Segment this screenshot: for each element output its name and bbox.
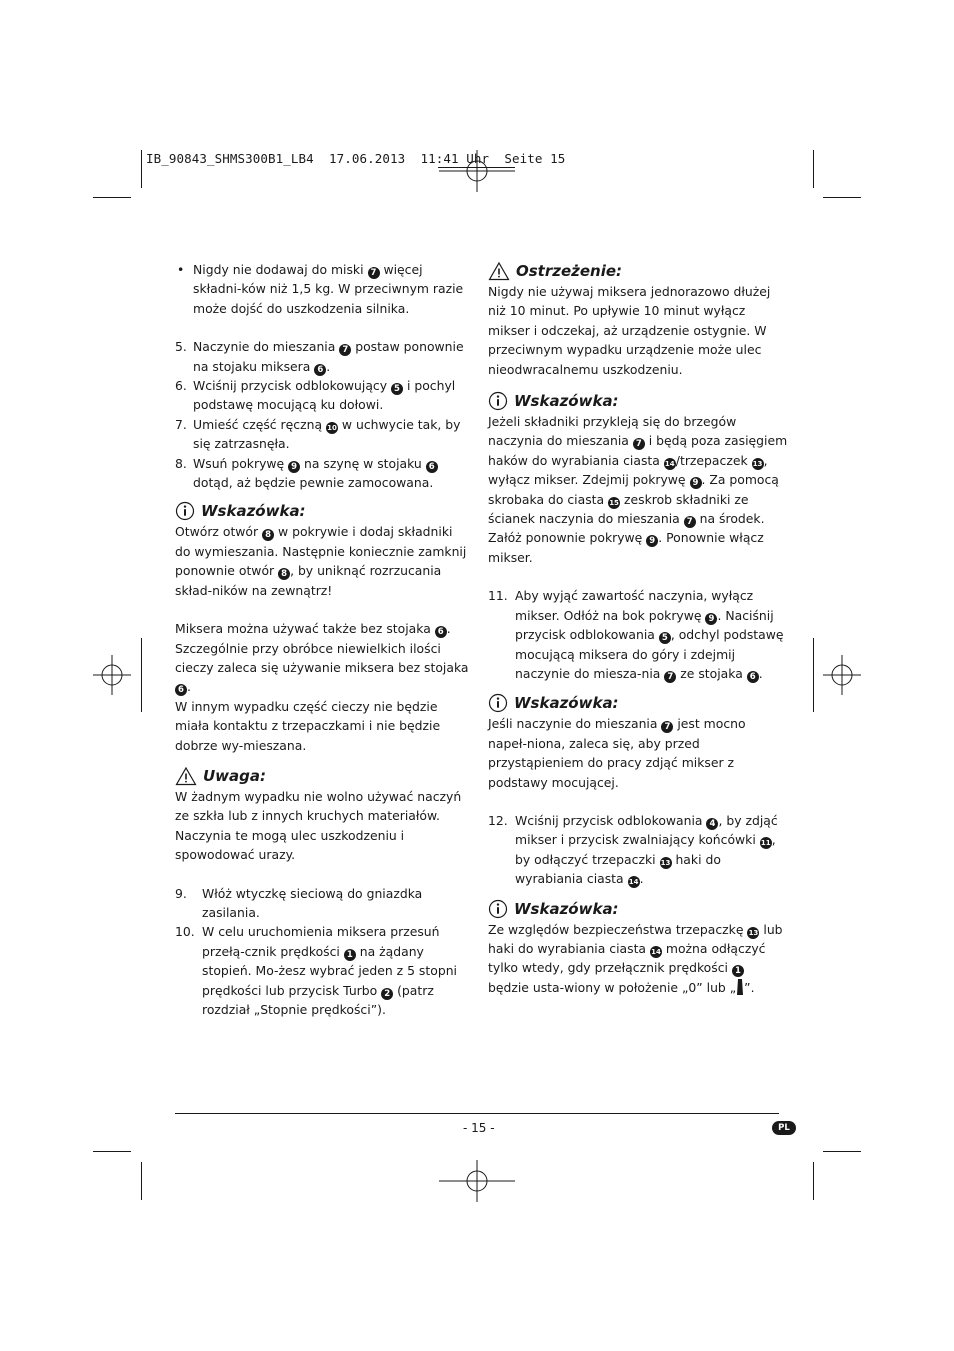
crop-mark xyxy=(823,1151,861,1152)
note-heading: Wskazówka: xyxy=(488,692,788,714)
list-item: 9. Włóż wtyczkę sieciową do gniazdka zasilania. xyxy=(175,885,423,920)
caution-text: W żadnym wypadku nie wolno używać naczyń ze szkła lub z innych kruchych materiałów. Naczynia te mogą ulec uszkodzeniu i spowodować urazy. xyxy=(175,788,462,863)
paragraph: Miksera można używać także bez stojaka 6 . Szczególnie przy obróbce niewielkich ilości cieczy zaleca się używanie miksera bez stojaka 6 . xyxy=(175,621,469,696)
footer-rule xyxy=(175,1113,779,1114)
ref-badge: 1 xyxy=(732,965,744,977)
note-text: Załóż ponownie pokrywę 9 . Ponownie włącz mikser. xyxy=(488,530,764,565)
print-slug: IB_90843_SHMS300B1_LB4 17.06.2013 11:41 Uhr Seite 15 xyxy=(146,151,566,166)
ref-badge: 8 xyxy=(278,568,290,580)
note-text: Jeśli naczynie do mieszania 7 jest mocno napeł-niona, zaleca się, aby przed przystąpieniem do pracy zdjąć mikser z podstawy mocującej. xyxy=(488,716,746,790)
ref-badge: 5 xyxy=(391,383,403,395)
ref-badge: 4 xyxy=(706,818,718,830)
info-icon xyxy=(488,693,508,713)
list-item: 8. Wsuń pokrywę 9 na szynę w stojaku 6 dotąd, aż będzie pewnie zamocowana. xyxy=(175,454,470,493)
ref-badge: 6 xyxy=(175,684,187,696)
ref-badge: 7 xyxy=(661,721,673,733)
ref-badge: 7 xyxy=(684,516,696,528)
warning-triangle-icon xyxy=(488,261,510,281)
ref-badge: 2 xyxy=(381,988,393,1000)
ref-badge: 13 xyxy=(748,928,759,937)
list-item: 6. Wciśnij przycisk odblokowujący 5 i pochyl podstawę mocującą ku dołowi. xyxy=(175,378,456,413)
paragraph: W innym wypadku część cieczy nie będzie miała kontaktu z trzepaczkami i nie będzie dobrze wy-mieszana. xyxy=(175,698,441,753)
ref-badge: 1 xyxy=(344,949,356,961)
ref-badge: 15 xyxy=(609,498,619,507)
list-item: 7. Umieść część ręczną 10 w uchwycie tak, by się zatrzasnęła. xyxy=(175,416,461,452)
ref-badge: 13 xyxy=(660,858,671,867)
note-text: Otwórz otwór 8 w pokrywie i dodaj składniki do wymieszania. Następnie koniecznie zamknij ponownie otwór 8 , by uniknąć rozrzucania skład-ników na zewnątrz! xyxy=(175,524,467,598)
warning-triangle-icon xyxy=(175,766,197,786)
info-icon xyxy=(488,391,508,411)
note-heading: Wskazówka: xyxy=(488,898,788,920)
ref-badge: 13 xyxy=(752,459,763,468)
list-item: 11. Aby wyjąć zawartość naczynia, wyłącz mikser. Odłóż na bok pokrywę 9 . Naciśnij przycisk odblokowania 5 , odchyl podstawę mocującą miksera do góry i zdejmij naczynie do miesza-nia 7 ze stojaka 6 . xyxy=(488,588,784,682)
ref-badge: 9 xyxy=(646,535,658,547)
ref-badge: 14 xyxy=(664,459,675,468)
list-item: • Nigdy nie dodawaj do miski 7 więcej składni-ków niż 1,5 kg. W przeciwnym razie może dojść do uszkodzenia silnika. xyxy=(177,262,464,316)
crop-mark xyxy=(813,150,814,188)
ref-badge: 9 xyxy=(705,613,717,625)
slug-underline xyxy=(438,167,515,168)
warning-heading: Ostrzeżenie: xyxy=(488,260,788,282)
ref-badge: 14 xyxy=(651,947,661,956)
info-icon xyxy=(175,501,195,521)
ref-badge: 7 xyxy=(664,671,676,683)
ref-badge: 6 xyxy=(426,461,438,473)
list-item: 5. Naczynie do mieszania 7 postaw ponownie na stojaku miksera 6 . xyxy=(175,339,464,375)
ref-badge: 7 xyxy=(368,267,380,279)
crop-mark xyxy=(141,1162,142,1200)
crop-mark xyxy=(93,1151,131,1152)
registration-mark-right xyxy=(823,655,861,695)
ref-badge: 9 xyxy=(690,477,702,489)
list-item: 10. W celu uruchomienia miksera przesuń przełą-cznik prędkości 1 na żądany stopień. Mo-żesz wybrać jeden z 5 stopni prędkości lub przycisk Turbo 2 (patrz rozdział „Stopnie prędkości”). xyxy=(175,924,457,1017)
registration-mark-bottom xyxy=(439,1160,515,1202)
warning-text: Nigdy nie używaj miksera jednorazowo dłużej niż 10 minut. Po upływie 10 minut wyłącz mikser i odczekaj, aż urządzenie ostygnie. W przeciwnym wypadku urządzenie może ulec nieodwracalnemu uszkodzeniu. xyxy=(488,284,771,377)
ref-badge: 6 xyxy=(314,364,326,376)
bullet-icon: • xyxy=(177,262,185,277)
ref-badge: 11 xyxy=(760,839,771,848)
ref-badge: 6 xyxy=(435,626,447,638)
ref-badge: 10 xyxy=(327,423,337,432)
right-column xyxy=(488,260,788,997)
crop-mark xyxy=(141,638,142,712)
speed-switch-icon xyxy=(736,978,744,996)
crop-mark xyxy=(813,638,814,712)
note-text: Ze względów bezpieczeństwa trzepaczkę 13 lub haki do wyrabiania ciasta 14 można odłączyć tylko wtedy, gdy przełącznik prędkości 1 będzie usta-wiony w położenie „0” lub „ ”. xyxy=(488,921,783,995)
ref-badge: 14 xyxy=(628,878,639,887)
info-icon xyxy=(488,899,508,919)
language-badge: PL xyxy=(772,1121,796,1135)
page-number: - 15 - xyxy=(463,1121,495,1135)
list-item: 12. Wciśnij przycisk odblokowania 4 , by zdjąć mikser i przycisk zwalniający końcówki 11, by odłączyć trzepaczki 13 haki do wyrabiania ciasta 14. xyxy=(488,812,778,887)
ref-badge: 5 xyxy=(659,632,671,644)
ref-badge: 9 xyxy=(288,461,300,473)
ref-badge: 7 xyxy=(339,344,351,356)
crop-mark xyxy=(93,197,131,198)
note-heading: Wskazówka: xyxy=(175,500,470,522)
ref-badge: 6 xyxy=(747,671,759,683)
note-heading: Wskazówka: xyxy=(488,390,788,412)
note-text: Jeżeli składniki przykleją się do brzegów naczynia do mieszania 7 i będą poza zasięgiem haków do wyrabiania ciasta 14/trzepaczek 13, wyłącz mikser. Zdejmij pokrywę 9 . Za pomocą skrobaka do ciasta 15 zeskrob składniki ze ścianek naczynia do mieszania 7 na środek. xyxy=(488,414,788,528)
crop-mark xyxy=(813,1162,814,1200)
crop-mark xyxy=(141,150,142,188)
left-column xyxy=(175,260,470,1019)
crop-mark xyxy=(823,197,861,198)
caution-heading: Uwaga: xyxy=(175,765,470,787)
registration-mark-left xyxy=(93,655,131,695)
ref-badge: 8 xyxy=(262,529,274,541)
ref-badge: 7 xyxy=(633,438,645,450)
